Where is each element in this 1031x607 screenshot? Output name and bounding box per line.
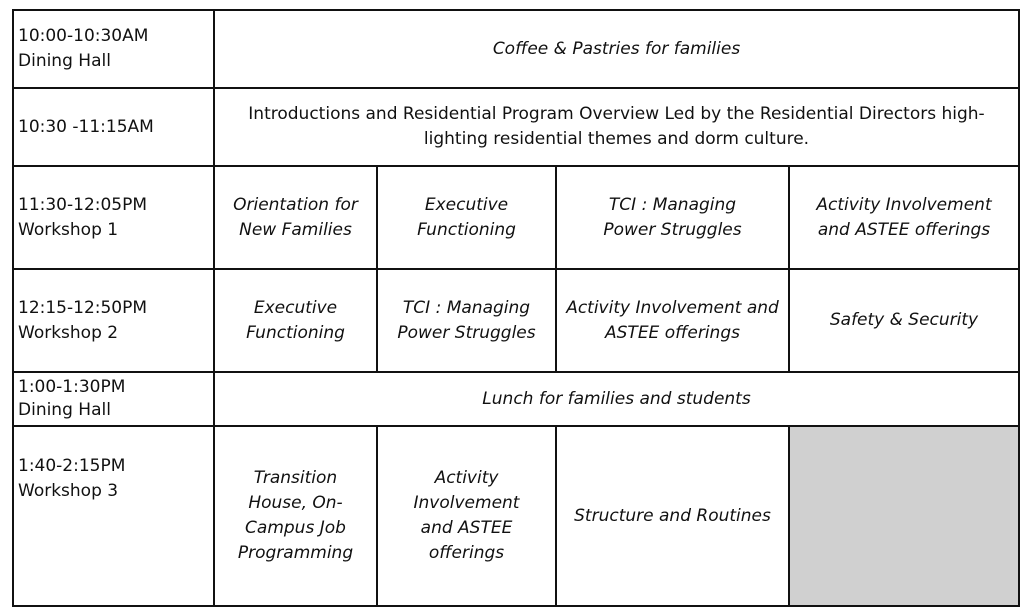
session-line: TCI : Managing xyxy=(608,194,737,215)
schedule-table xyxy=(12,9,1020,607)
session-cell xyxy=(214,166,377,269)
session-cell xyxy=(789,166,1019,269)
time-label: 10:30 -11:15AM xyxy=(18,116,154,137)
event-label: Coffee & Pastries for families xyxy=(492,38,741,59)
schedule-row xyxy=(13,372,1019,426)
location-label: Workshop 1 xyxy=(18,219,119,240)
session-line: Campus Job xyxy=(245,518,346,538)
session-line: Power Struggles xyxy=(603,219,742,240)
time-label: 10:00-10:30AM xyxy=(18,26,149,46)
session-line: Executive xyxy=(424,194,509,215)
session-line: Transition xyxy=(253,468,338,488)
session-cell xyxy=(214,426,377,606)
session-cell xyxy=(556,426,789,606)
schedule-row xyxy=(13,10,1019,88)
session-line: Executive xyxy=(253,297,338,318)
session-line: and ASTEE offerings xyxy=(817,219,991,240)
session-line: Activity xyxy=(434,468,499,488)
session-line: New Families xyxy=(239,219,352,240)
session-cell xyxy=(556,166,789,269)
session-line: and ASTEE xyxy=(420,518,513,538)
event-cell xyxy=(214,372,1019,426)
time-cell xyxy=(13,426,214,606)
session-line: TCI : Managing xyxy=(402,297,531,318)
session-line: Activity Involvement and xyxy=(566,297,779,318)
time-cell xyxy=(13,166,214,269)
time-cell xyxy=(13,10,214,88)
session-line: offerings xyxy=(428,543,505,563)
session-cell xyxy=(789,269,1019,372)
session-line: Functioning xyxy=(246,322,345,343)
session-line: Power Struggles xyxy=(397,322,536,343)
empty-cell xyxy=(789,426,1019,606)
session-line: Orientation for xyxy=(233,194,358,215)
time-cell xyxy=(13,88,214,166)
session-line: House, On- xyxy=(248,493,343,513)
event-cell xyxy=(214,88,1019,166)
time-label: 11:30-12:05PM xyxy=(18,194,148,215)
session-line: Activity Involvement xyxy=(816,194,992,215)
session-line: Safety & Security xyxy=(829,310,979,330)
schedule-row xyxy=(13,166,1019,269)
location-label: Dining Hall xyxy=(18,400,111,420)
session-line: Functioning xyxy=(417,219,516,240)
event-cell xyxy=(214,10,1019,88)
time-cell xyxy=(13,372,214,426)
event-label: Lunch for families and students xyxy=(482,388,751,409)
session-cell xyxy=(377,166,556,269)
session-line: ASTEE offerings xyxy=(605,322,740,343)
location-label: Workshop 3 xyxy=(18,481,119,501)
schedule-row xyxy=(13,426,1019,606)
time-label: 1:40-2:15PM xyxy=(18,456,126,476)
session-line: Structure and Routines xyxy=(574,505,771,526)
session-cell xyxy=(556,269,789,372)
location-label: Workshop 2 xyxy=(18,322,119,343)
schedule-row xyxy=(13,269,1019,372)
schedule-row xyxy=(13,88,1019,166)
session-cell xyxy=(214,269,377,372)
location-label: Dining Hall xyxy=(18,51,111,71)
time-label: 1:00-1:30PM xyxy=(18,377,126,397)
session-cell xyxy=(377,426,556,606)
time-label: 12:15-12:50PM xyxy=(18,297,148,318)
time-cell xyxy=(13,269,214,372)
session-line: Involvement xyxy=(413,493,520,513)
event-label-line: lighting residential themes and dorm culture. xyxy=(423,129,810,149)
session-cell xyxy=(377,269,556,372)
session-line: Programming xyxy=(237,543,354,563)
event-label-line: Introductions and Residential Program Overview Led by the Residential Directors high- xyxy=(248,104,985,124)
